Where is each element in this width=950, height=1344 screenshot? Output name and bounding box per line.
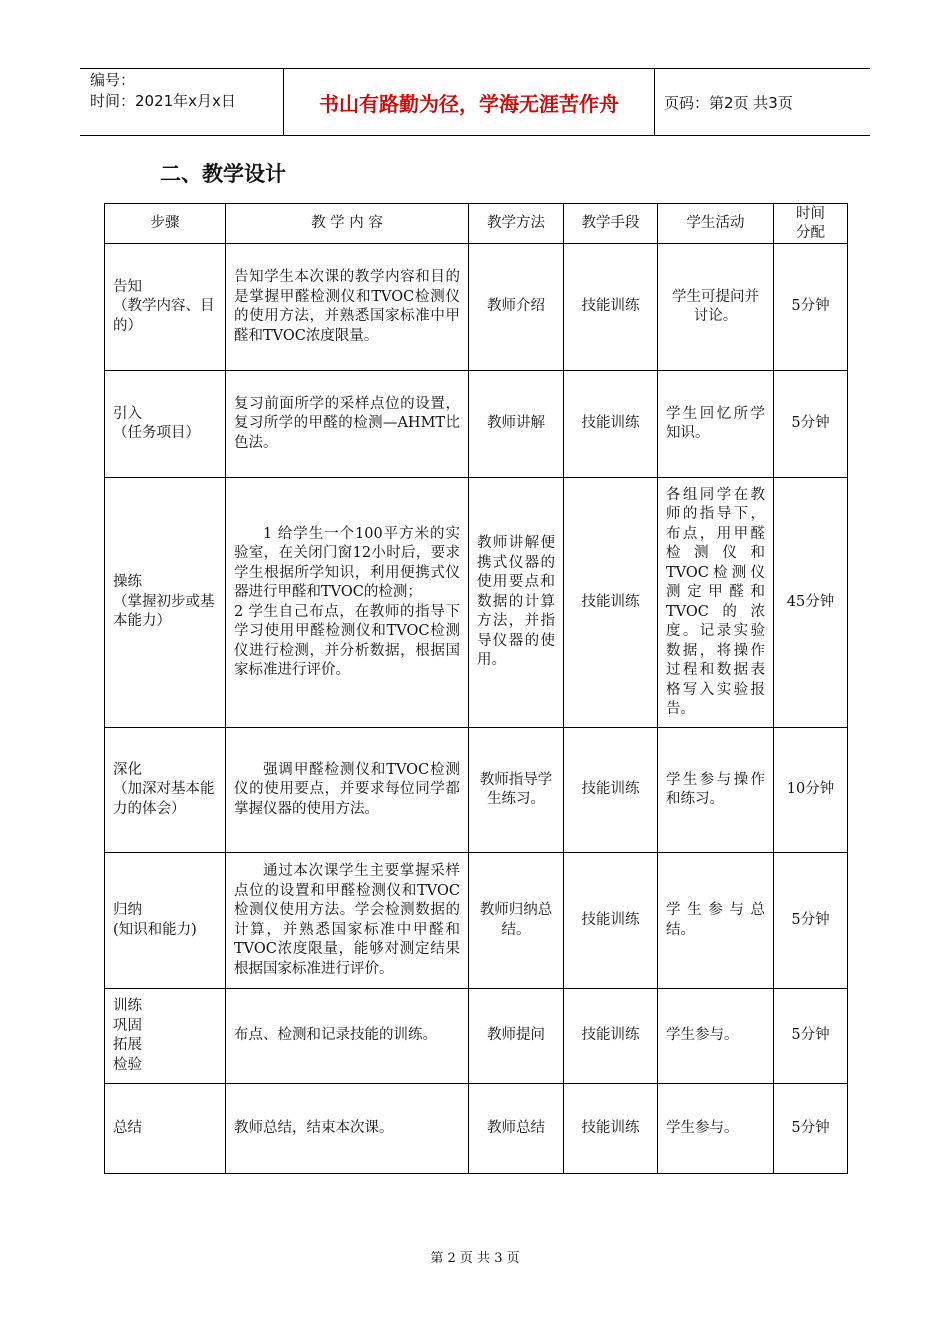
table-row <box>105 989 848 1084</box>
number-label: 编号： <box>90 71 136 89</box>
teaching-design-table <box>104 203 848 1174</box>
header-means: 教学手段 <box>564 204 658 244</box>
method-cell: 教师指导学生练习。 <box>469 728 564 853</box>
header-method: 教学方法 <box>469 204 564 244</box>
method-cell: 教师提问 <box>469 989 564 1084</box>
table-row <box>105 478 848 728</box>
content-cell: 告知学生本次课的教学内容和目的是掌握甲醛检测仪和TVOC检测仪的使用方法，并熟悉国家标准中甲醛和TVOC浓度限量。 <box>226 244 469 371</box>
header-content: 教 学 内 容 <box>226 204 469 244</box>
method-cell: 教师讲解便携式仪器的使用要点和数据的计算方法，并指导仪器的使用。 <box>469 478 564 728</box>
activity-cell: 学生参与总结。 <box>658 853 774 989</box>
step-cell: 深化 （加深对基本能力的体会） <box>105 728 226 853</box>
content-cell: 通过本次课学生主要掌握采样点位的设置和甲醛检测仪和TVOC检测仪使用方法。学会检测数据的计算，并熟悉国家标准中甲醛和TVOC浓度限量，能够对测定结果根据国家标准进行评价。 <box>226 853 469 989</box>
step-cell: 引入 （任务项目） <box>105 371 226 478</box>
activity-cell: 学生参与。 <box>658 1084 774 1174</box>
table-row <box>105 1084 848 1174</box>
content-cell: 强调甲醛检测仪和TVOC检测仪的使用要点，并要求每位同学都掌握仪器的使用方法。 <box>226 728 469 853</box>
time-cell: 5分钟 <box>774 1084 848 1174</box>
means-cell: 技能训练 <box>564 989 658 1084</box>
activity-cell: 学生可提问并讨论。 <box>658 244 774 371</box>
header-page-label: 页码：第2页 共3页 <box>664 93 793 112</box>
step-cell: 告知 （教学内容、目的） <box>105 244 226 371</box>
table-row <box>105 371 848 478</box>
means-cell: 技能训练 <box>564 244 658 371</box>
time-cell: 5分钟 <box>774 371 848 478</box>
means-cell: 技能训练 <box>564 1084 658 1174</box>
means-cell: 技能训练 <box>564 478 658 728</box>
content-cell: 1 给学生一个100平方米的实验室，在关闭门窗12小时后，要求学生根据所学知识，利用便携式仪器进行甲醛和TVOC的检测； 2 学生自己布点，在教师的指导下学习使用甲醛检测仪和TVOC检测仪进行检测，并分析数据，根据国家标准进行评价。 <box>226 478 469 728</box>
method-cell: 教师总结 <box>469 1084 564 1174</box>
means-cell: 技能训练 <box>564 853 658 989</box>
activity-cell: 学生回忆所学知识。 <box>658 371 774 478</box>
step-cell: 总结 <box>105 1084 226 1174</box>
header-activity: 学生活动 <box>658 204 774 244</box>
section-title: 二、教学设计 <box>160 162 286 186</box>
means-cell: 技能训练 <box>564 371 658 478</box>
time-cell: 10分钟 <box>774 728 848 853</box>
content-cell: 布点、检测和记录技能的训练。 <box>226 989 469 1084</box>
content-cell: 教师总结，结束本次课。 <box>226 1084 469 1174</box>
table-header-row <box>105 204 848 244</box>
activity-cell: 学生参与操作和练习。 <box>658 728 774 853</box>
method-cell: 教师讲解 <box>469 371 564 478</box>
header-step: 步骤 <box>105 204 226 244</box>
activity-cell: 学生参与。 <box>658 989 774 1084</box>
header-meta <box>90 70 236 112</box>
table-row <box>105 244 848 371</box>
header-divider-right <box>654 68 655 136</box>
table-row <box>105 853 848 989</box>
time-label: 时间：2021年x月x日 <box>90 92 236 110</box>
means-cell: 技能训练 <box>564 728 658 853</box>
step-cell: 操练 （掌握初步或基本能力） <box>105 478 226 728</box>
activity-cell: 各组同学在教师的指导下，布点，用甲醛检测仪和TVOC检测仪测定甲醛和TVOC的浓度。记录实验数据，将操作过程和数据表格写入实验报告。 <box>658 478 774 728</box>
table-row <box>105 728 848 853</box>
time-cell: 5分钟 <box>774 244 848 371</box>
time-cell: 45分钟 <box>774 478 848 728</box>
page-footer: 第 2 页 共 3 页 <box>430 1251 520 1266</box>
header-time: 时间 分配 <box>774 204 848 244</box>
time-cell: 5分钟 <box>774 853 848 989</box>
header-motto: 书山有路勤为径，学海无涯苦作舟 <box>319 91 619 116</box>
time-cell: 5分钟 <box>774 989 848 1084</box>
content-cell: 复习前面所学的采样点位的设置，复习所学的甲醛的检测—AHMT比色法。 <box>226 371 469 478</box>
method-cell: 教师归纳总结。 <box>469 853 564 989</box>
step-cell: 训练 巩固 拓展 检验 <box>105 989 226 1084</box>
step-cell: 归纳 (知识和能力) <box>105 853 226 989</box>
method-cell: 教师介绍 <box>469 244 564 371</box>
